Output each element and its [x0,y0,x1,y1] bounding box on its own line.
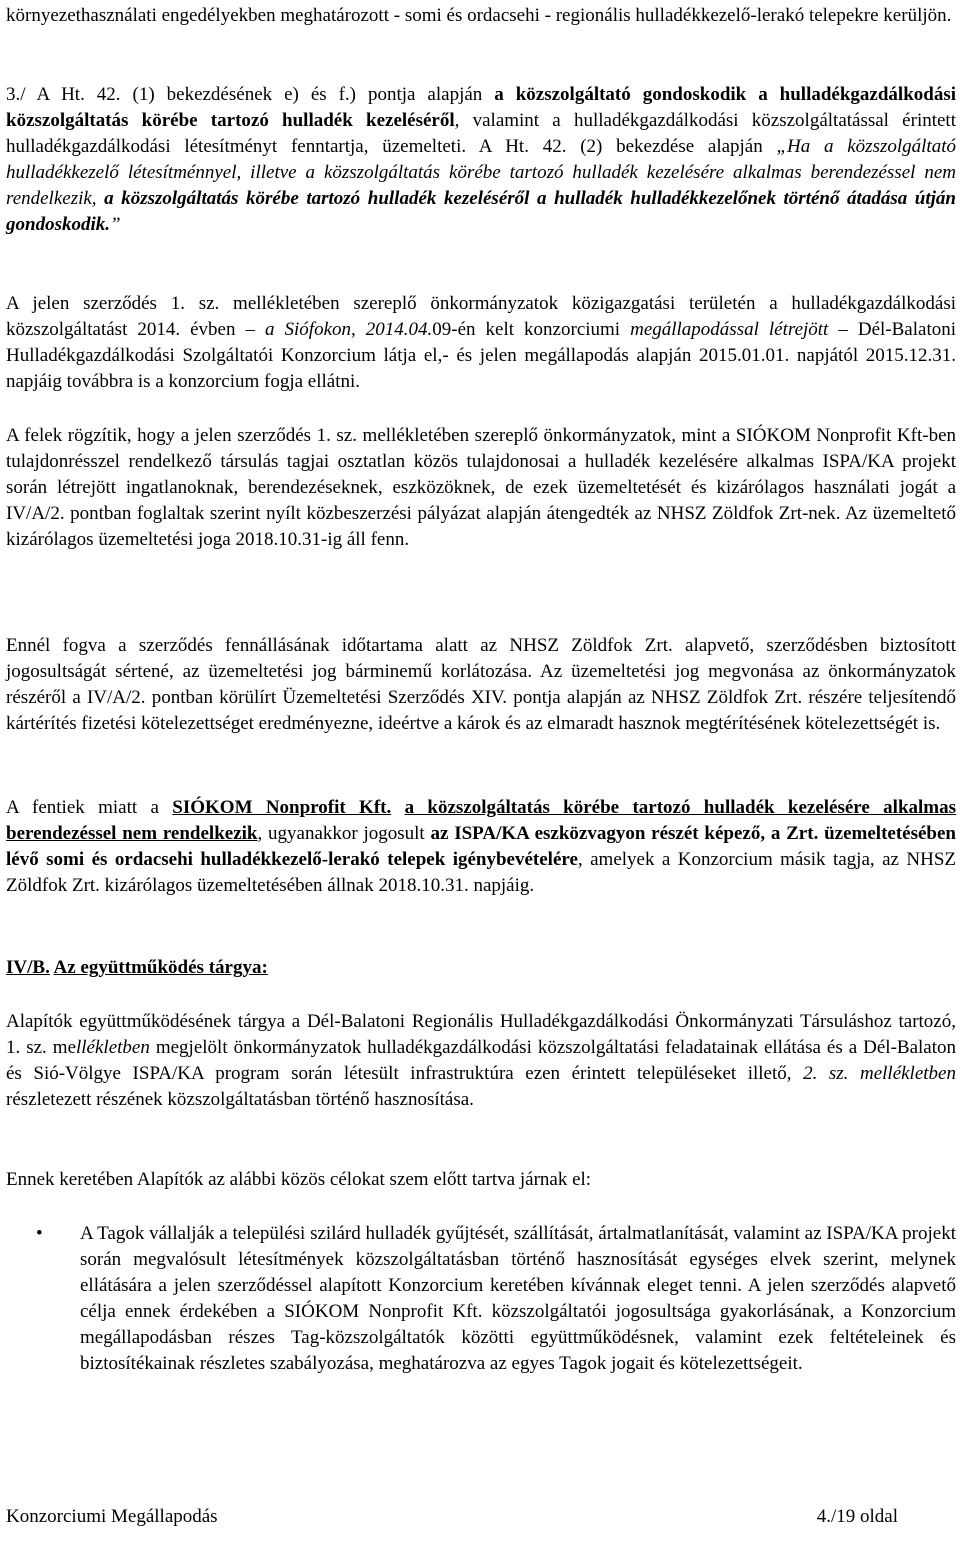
bold-italic-quote: a közszolgáltatás körébe tartozó hulladék kezeléséről a hulladék hulladékkezelőnek történő átadása útján gondoskodik. [6,188,956,235]
paragraph-ennel-fogva [6,633,956,737]
bullet-icon: • [36,1223,43,1244]
bold-underlined-text: SIÓKOM Nonprofit Kft. [172,797,392,818]
text-span: 09-én kelt konzorciumi [432,319,631,340]
italic-text: llékletben [76,1037,150,1058]
text-span: megjelölt önkormányzatok hulladékgazdálkodási közszolgáltatási feladatainak ellátása és a Dél-Balaton és Sió-Völgye ISPA/KA program során létesült infrastruktúra ezen érintett településeket illető, [6,1037,956,1084]
list-item-text: A Tagok vállalják a települési szilárd hulladék gyűjtését, szállítását, ártalmatlanítását, valamint az ISPA/KA projekt során megvalósult létesítmények közszolgáltatásban történő hasznosítását egységes elvek szerint, melynek ellátására a jelen szerződéssel alapított Konzorcium keretében kívánnak eleget tenni. A jelen szerződés alapvető célja ennek érdekében a SIÓKOM Nonprofit Kft. közszolgáltatói jogosultsága gyakorlásának, a Konzorcium megállapodásban részes Tag-közszolgáltatók közötti együttműködésnek, valamint ezek feltételeinek és biztosítékainak részletes szabályozása, meghatározva az egyes Tagok jogait és kötelezettségeit. [80,1223,956,1374]
paragraph-felek-rogzitik [6,423,956,553]
text-span: , valamint a hulladékgazdálkodási közszolgáltatással érintett hulladékgazdálkodási létesítményt fenntartja, üzemelteti. A Ht. 42. (2) bekezdése alapján [6,110,956,157]
italic-text: – a Siófokon, 2014.04. [245,319,433,340]
section-heading [6,955,956,981]
paragraph-alapitok [6,1009,956,1113]
text-span: A jelen szerződés 1. sz. mellékletében szereplő önkormányzatok közigazgatási területén a hulladékgazdálkodási közszolgáltatást 2014. évben [6,293,956,340]
paragraph-ht-42 [6,82,956,238]
bold-text: a közszolgáltató gondoskodik a hulladékgazdálkodási közszolgáltatás körébe tartozó hulladék kezeléséről [6,84,956,131]
paragraph-szerzodes [6,291,956,395]
paragraph-ennek-kereteben [6,1167,956,1193]
text-span: Ennek keretében Alapítók az alábbi közös célokat szem előtt tartva járnak el: [6,1169,592,1190]
text-span: Alapítók együttműködésének tárgya a Dél-Balatoni Regionális Hulladékgazdálkodási Önkormányzati Társuláshoz tartozó, 1. sz. me [6,1011,956,1058]
text-span [391,797,404,818]
paragraph-fentiek-miatt [6,795,956,899]
bold-text: az ISPA/KA eszközvagyon részét képező, a Zrt. üzemeltetésében lévő somi és ordacsehi hulladékkezelő-lerakó telepek igénybevételére [6,823,956,870]
italic-quote: „Ha a közszolgáltató hulladékkezelő létesítménnyel, illetve a közszolgáltatás körébe tartozó hulladék kezelésére alkalmas berendezéssel nem rendelkezik, [6,136,956,209]
text-span: A fentiek miatt a [6,797,173,818]
paragraph-continuation [6,3,956,29]
footer-document-title: Konzorciumi Megállapodás [6,1506,218,1527]
text-span: 3./ A Ht. 42. (1) bekezdésének e) és f.) pontja alapján [6,84,495,105]
italic-text: megállapodással létrejött [630,319,829,340]
section-number: IV/B. [6,957,50,978]
text-span: A felek rögzítik, hogy a jelen szerződés 1. sz. mellékletében szereplő önkormányzatok, mint a SIÓKOM Nonprofit Kft-ben tulajdonrésszel rendelkező társulás tagjai osztatlan közös tulajdonosai a hulladék kezelésére alkalmas ISPA/KA projekt során létrejött ingatlanoknak, berendezéseknek, eszközöknek, de ezek üzemeltetését és kizárólagos használati jogát a IV/A/2. pontban foglaltak szerint nyílt közbeszerzési pályázat alapján átengedték az NHSZ Zöldfok Zrt-nek. Az üzemeltető kizárólagos üzemeltetési joga 2018.10.31-ig áll fenn. [6,425,956,550]
section-title: Az együttműködés tárgya: [53,957,268,978]
text-span: – Dél-Balatoni Hulladékgazdálkodási Szolgáltatói Konzorcium látja el,- és jelen megállapodás alapján 2015.01.01. napjától 2015.12.31. napjáig továbbra is a konzorcium fogja ellátni. [6,319,957,392]
italic-text: 2. sz. mellékletben [803,1063,956,1084]
footer-page-number: 4./19 oldal [816,1506,898,1527]
goals-list [6,1221,956,1377]
text-span: , amelyek a Konzorcium másik tagja, az NHSZ Zöldfok Zrt. kizárólagos üzemeltetésében állnak 2018.10.31. napjáig. [6,849,956,896]
text-span: részletezett részének közszolgáltatásban történő hasznosítása. [6,1089,474,1110]
text-span: , ugyanakkor jogosult [257,823,431,844]
closing-quote: ” [110,214,121,235]
text-span: környezethasználati engedélyekben meghatározott - somi és ordacsehi - regionális hulladékkezelő-lerakó telepekre kerüljön. [6,5,952,26]
list-item [6,1221,956,1377]
bold-underlined-text: a közszolgáltatás körébe tartozó hulladék kezelésére alkalmas berendezéssel nem rendelkezik [6,797,957,844]
text-span: Ennél fogva a szerződés fennállásának időtartama alatt az NHSZ Zöldfok Zrt. alapvető, szerződésben biztosított jogosultságát sértené, az üzemeltetési jog bárminemű korlátozása. Az üzemeltetési jog megvonása az önkormányzatok részéről a IV/A/2. pontban körülírt Üzemeltetési Szerződés XIV. pontja alapján az NHSZ Zöldfok Zrt. részére teljesítendő kártérítés fizetési kötelezettséget eredményezne, ideértve a károk és az elmaradt hasznok megtérítésének kötelezettségét is. [6,635,956,734]
